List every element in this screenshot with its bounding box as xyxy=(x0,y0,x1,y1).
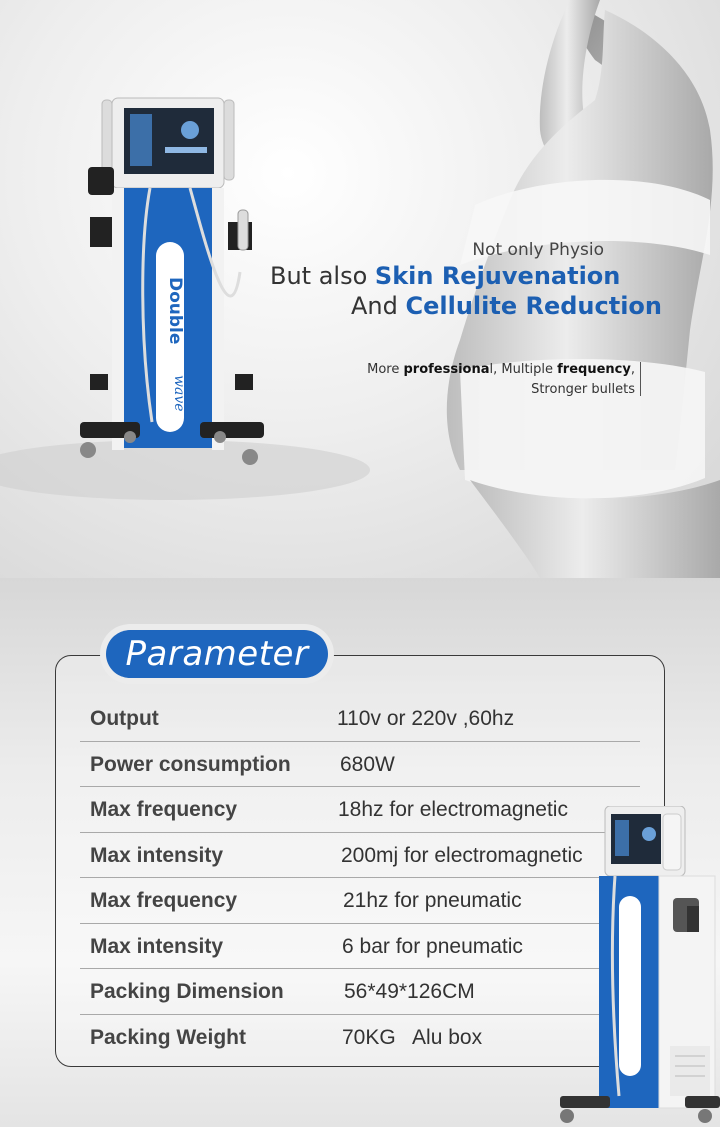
parameter-value: 200mj for electromagnetic xyxy=(341,843,583,867)
tagline-line-2 xyxy=(270,262,621,290)
parameter-row xyxy=(80,742,640,788)
cellulite-reduction-highlight: Cellulite Reduction xyxy=(405,292,662,320)
parameter-section xyxy=(0,578,720,1127)
parameter-value: 680W xyxy=(340,752,395,776)
tagline-line-1: Not only Physio xyxy=(472,240,604,260)
parameter-label: Max intensity xyxy=(90,934,224,958)
parameter-label: Max frequency xyxy=(90,889,238,912)
parameter-row xyxy=(80,696,640,742)
parameter-label: Max frequency xyxy=(90,798,238,821)
device-image-secondary xyxy=(555,806,720,1126)
parameter-value: 21hz for pneumatic xyxy=(343,889,522,912)
skin-rejuvenation-highlight: Skin Rejuvenation xyxy=(374,262,621,290)
feature-subtext-line-1 xyxy=(330,360,635,380)
parameter-value: 56*49*126CM xyxy=(344,980,475,1003)
parameter-value: 18hz for electromagnetic xyxy=(338,798,568,821)
subtext-frequency: frequency xyxy=(557,362,631,377)
parameter-title-badge: Parameter xyxy=(106,630,328,678)
subtext-divider xyxy=(640,362,641,396)
tagline-line-2-prefix: But also xyxy=(270,262,375,290)
feature-subtext xyxy=(330,360,635,400)
subtext-part-1: More xyxy=(367,362,404,377)
subtext-professional: professiona xyxy=(403,362,490,377)
parameter-value: 110v or 220v ,60hz xyxy=(337,707,515,730)
parameter-label: Max intensity xyxy=(90,843,224,867)
tagline-line-3-prefix: And xyxy=(350,292,406,320)
feature-subtext-line-2: Stronger bullets xyxy=(531,382,635,397)
subtext-part-2: l, Multiple xyxy=(489,362,558,377)
parameter-value: 70KG Alu box xyxy=(342,1025,483,1049)
subtext-part-3: , xyxy=(630,362,635,377)
device-image-main xyxy=(70,92,270,472)
device-brand-label: Double xyxy=(165,277,185,345)
parameter-label: Power consumption xyxy=(90,752,291,776)
parameter-label: Output xyxy=(90,707,159,730)
tagline-line-3 xyxy=(300,292,662,320)
device-brand-sub-label: wave xyxy=(171,375,187,412)
parameter-label: Packing Weight xyxy=(90,1025,246,1049)
parameter-value: 6 bar for pneumatic xyxy=(342,934,523,958)
parameter-label: Packing Dimension xyxy=(90,980,284,1003)
